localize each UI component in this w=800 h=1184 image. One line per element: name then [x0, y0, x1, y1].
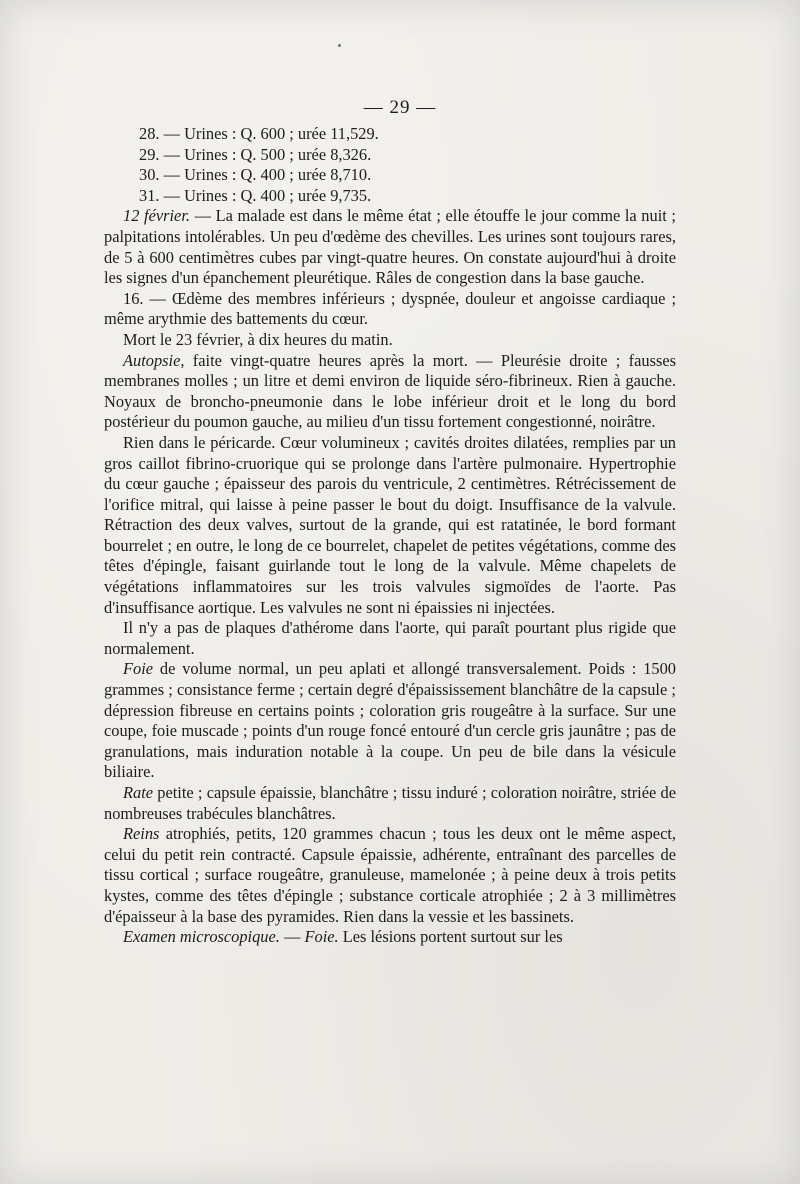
- paragraph-foie: [104, 659, 676, 783]
- date-label: 12 février.: [123, 206, 190, 226]
- paragraph-atherome: Il n'y a pas de plaques d'athérome dans l'aorte, qui paraît pourtant plus rigide que normalement.: [104, 618, 676, 658]
- urine-entry-28: 28. — Urines : Q. 600 ; urée 11,529.: [139, 124, 379, 143]
- paragraph-rate: [104, 783, 676, 824]
- foie-label: Foie: [123, 659, 154, 679]
- paragraph-text: faite vingt-quatre heures après la mort. — Pleurésie droite ; fausses membranes molles ; un litre et demi environ de liquide séro-fibrineux. Rien à gauche. Noyaux de broncho-pneumonie dans le lobe inférieur droit et le long du bord postérieur du poumon gauche, au milieu d'un tissu fortement congestionné, noirâtre.: [104, 350, 676, 432]
- rate-label: Rate: [123, 783, 154, 802]
- page-number: — 29 —: [363, 97, 437, 118]
- paragraph-text: — La malade est dans le même état ; elle étouffe le jour comme la nuit ; palpitations intolérables. Un peu d'œdème des chevilles. Les urines sont toujours rares, de 5 à 600 centimètres cubes par vingt-quatre heures. On constate aujourd'hui à droite les signes d'un épanchement pleurétique. Râles de congestion dans la base gauche.: [104, 206, 676, 288]
- body-text: [104, 124, 676, 948]
- paragraph-text: de volume normal, un peu aplati et allongé transversalement. Poids : 1500 grammes ; consistance ferme ; certain degré d'épaississement blanchâtre de la capsule ; dépression fibreuse en certains points ; coloration gris rougeâtre à la surface. Sur une coupe, foie muscade ; points d'un rouge foncé entouré d'un cercle gris jaunâtre ; pas de granulations, mais induration notable à la coupe. Un peu de bile dans la vésicule biliaire.: [104, 659, 676, 782]
- urine-entry-30: 30. — Urines : Q. 400 ; urée 8,710.: [139, 165, 372, 185]
- paragraph-pericarde: Rien dans le péricarde. Cœur volumineux ; cavités droites dilatées, remplies par un gros caillot fibrino-cruorique qui se prolonge dans l'artère pulmonaire. Hypertrophie du cœur gauche ; épaisseur des parois du ventricule, 2 centimètres. Rétrécissement de l'orifice mitral, qui laisse à peine passer le bout du doigt. Insuffisance de la valvule. Rétraction des deux valves, surtout de la grande, qui est ratatinée, le bord formant bourrelet ; en outre, le long de ce bourrelet, chapelet de petites végétations, comme des têtes d'épingle, faisant guirlande tout le long de la valvule. Même chapelets de végétations inflammatoires sur les trois valvules sigmoïdes de l'aorte. Pas d'insuffisance aortique. Les valvules ne sont ni épaissies ni injectées.: [104, 432, 676, 617]
- paper-speck: [338, 44, 341, 47]
- paragraph-16: 16. — Œdème des membres inférieurs ; dyspnée, douleur et angoisse cardiaque ; même arythmie des battements du cœur.: [104, 288, 676, 329]
- urine-entry-31: 31. — Urines : Q. 400 ; urée 9,735.: [139, 185, 372, 205]
- reins-label: Reins: [123, 824, 160, 844]
- paragraph-text: atrophiés, petits, 120 grammes chacun ; tous les deux ont le même aspect, celui du petit rein contracté. Capsule épaissie, adhérente, entraînant des parcelles de tissu cortical ; surface rougeâtre, granuleuse, mamelonée ; à peine deux à trois petits kystes, comme des têtes d'épingle ; substance corticale atrophiée ; 2 à 3 millimètres d'épaisseur à la base des pyramides. Rien dans la vessie et les bassinets.: [104, 824, 676, 926]
- autopsy-label: Autopsie,: [123, 350, 185, 370]
- urine-entry-29: 29. — Urines : Q. 500 ; urée 8,326.: [139, 144, 372, 164]
- examen-foie-label: Foie.: [304, 927, 339, 947]
- examen-label: Examen microscopique.: [123, 927, 280, 947]
- paragraph-text: Les lésions portent surtout sur les: [338, 927, 563, 947]
- paragraph-death: Mort le 23 février, à dix heures du matin.: [123, 329, 393, 349]
- dash: —: [279, 927, 305, 947]
- paragraph-autopsy: [104, 351, 676, 433]
- paragraph-feb-12: [104, 206, 676, 288]
- paragraph-reins: [104, 824, 676, 927]
- paragraph-examen: [104, 927, 676, 948]
- paragraph-text: petite ; capsule épaissie, blanchâtre ; tissu induré ; coloration noirâtre, striée de nombreuses trabécules blanchâtres.: [104, 783, 676, 823]
